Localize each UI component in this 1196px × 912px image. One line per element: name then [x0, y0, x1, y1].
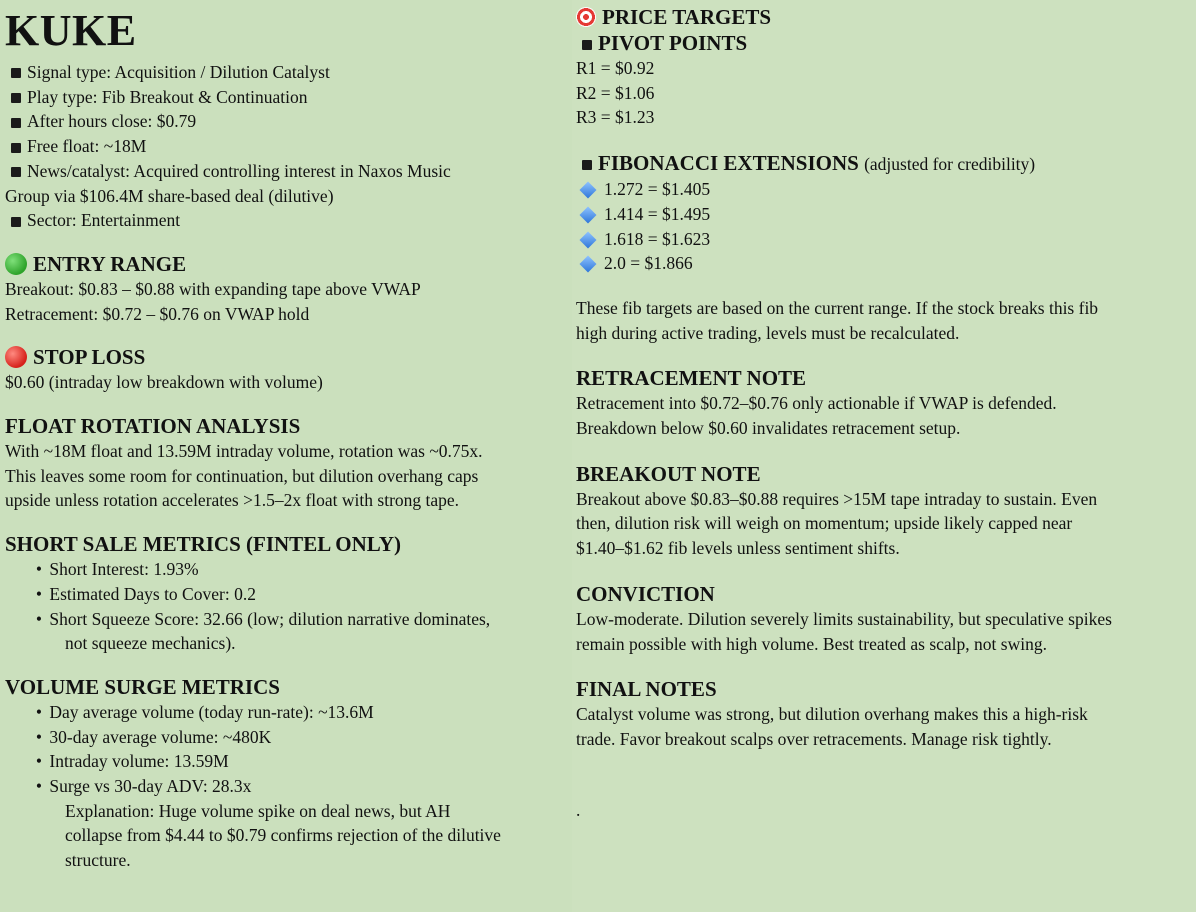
entry-breakout: Breakout: $0.83 – $0.88 with expanding tape above VWAP [5, 278, 421, 299]
breakout-line: Breakout above $0.83–$0.88 requires >15M tape intraday to sustain. Even [576, 488, 1098, 509]
fib-paragraph: high during active trading, levels must be recalculated. [576, 322, 960, 343]
conviction-heading: CONVICTION [576, 581, 715, 606]
volume-explanation: Explanation: Huge volume spike on deal news, but AH [65, 800, 451, 821]
fact-play-type: Play type: Fib Breakout & Continuation [5, 85, 572, 110]
volume-item: • Day average volume (today run-rate): ~13.6M [35, 701, 374, 722]
square-bullet-icon [11, 143, 21, 153]
final-line: trade. Favor breakout scalps over retracements. Manage risk tightly. [576, 728, 1052, 749]
fibonacci-heading: FIBONACCI EXTENSIONS (adjusted for credibility) [576, 150, 1196, 177]
blue-diamond-icon [580, 182, 597, 199]
conviction-line: remain possible with high volume. Best treated as scalp, not swing. [576, 633, 1047, 654]
square-bullet-icon [11, 167, 21, 177]
pivot-r3: R3 = $1.23 [576, 107, 655, 128]
fib-level: 1.414 = $1.495 [576, 202, 1196, 227]
volume-explanation: structure. [65, 850, 131, 871]
volume-surge-heading: VOLUME SURGE METRICS [5, 674, 280, 699]
square-bullet-icon [11, 68, 21, 78]
square-bullet-icon [582, 160, 592, 170]
short-sale-heading: SHORT SALE METRICS (FINTEL ONLY) [5, 532, 402, 557]
conviction-line: Low-moderate. Dilution severely limits sustainability, but speculative spikes [576, 608, 1112, 629]
fib-level: 2.0 = $1.866 [576, 251, 1196, 276]
square-bullet-icon [582, 40, 592, 50]
short-item: • Estimated Days to Cover: 0.2 [35, 583, 256, 604]
fact-free-float: Free float: ~18M [5, 134, 572, 159]
square-bullet-icon [11, 93, 21, 103]
fact-list [5, 60, 572, 233]
stop-loss-value: $0.60 (intraday low breakdown with volume) [5, 372, 323, 393]
final-line: Catalyst volume was strong, but dilution overhang makes this a high-risk [576, 704, 1088, 725]
final-notes-heading: FINAL NOTES [576, 677, 717, 702]
price-targets-heading: PRICE TARGETS [576, 4, 1196, 30]
short-item: • Short Squeeze Score: 32.66 (low; dilution narrative dominates, [35, 608, 491, 629]
retracement-line: Breakdown below $0.60 invalidates retracement setup. [576, 418, 961, 439]
fib-paragraph: These fib targets are based on the current range. If the stock breaks this fib [576, 297, 1099, 318]
left-column [0, 0, 572, 912]
short-item: • Short Interest: 1.93% [35, 559, 199, 580]
blue-diamond-icon [580, 256, 597, 273]
right-column [572, 0, 1196, 912]
ticker-title: KUKE [5, 6, 137, 55]
fact-news: News/catalyst: Acquired controlling interest in Naxos Music [5, 159, 572, 184]
volume-item: • Intraday volume: 13.59M [35, 751, 229, 772]
retracement-note-heading: RETRACEMENT NOTE [576, 366, 807, 391]
float-line: upside unless rotation accelerates >1.5–2x float with strong tape. [5, 490, 460, 511]
fact-signal-type: Signal type: Acquisition / Dilution Catalyst [5, 60, 572, 85]
pivot-points-heading: PIVOT POINTS [576, 30, 1196, 56]
fib-level: 1.272 = $1.405 [576, 177, 1196, 202]
pivot-r2: R2 = $1.06 [576, 82, 655, 103]
breakout-note-heading: BREAKOUT NOTE [576, 461, 761, 486]
bullseye-icon [576, 7, 596, 27]
square-bullet-icon [11, 118, 21, 128]
fibonacci-note: (adjusted for credibility) [864, 154, 1036, 175]
pivot-r1: R1 = $0.92 [576, 58, 655, 78]
stop-loss-heading: STOP LOSS [5, 344, 572, 370]
float-rotation-heading: FLOAT ROTATION ANALYSIS [5, 414, 301, 439]
breakout-line: $1.40–$1.62 fib levels unless sentiment shifts. [576, 538, 900, 559]
volume-explanation: collapse from $4.44 to $0.79 confirms rejection of the dilutive [65, 825, 501, 846]
retracement-line: Retracement into $0.72–$0.76 only actionable if VWAP is defended. [576, 393, 1057, 414]
blue-diamond-icon [580, 206, 597, 223]
blue-diamond-icon [580, 231, 597, 248]
fib-level: 1.618 = $1.623 [576, 227, 1196, 252]
trailing-period: . [576, 799, 581, 820]
red-circle-icon [5, 346, 27, 368]
breakout-line: then, dilution risk will weigh on momentum; upside likely capped near [576, 513, 1073, 534]
entry-range-heading: ENTRY RANGE [5, 251, 572, 277]
float-line: With ~18M float and 13.59M intraday volume, rotation was ~0.75x. [5, 441, 483, 462]
entry-retracement: Retracement: $0.72 – $0.76 on VWAP hold [5, 303, 310, 324]
volume-item: • Surge vs 30-day ADV: 28.3x [35, 776, 252, 797]
green-circle-icon [5, 253, 27, 275]
volume-item: • 30-day average volume: ~480K [35, 726, 272, 747]
float-line: This leaves some room for continuation, but dilution overhang caps [5, 465, 479, 486]
fact-after-hours: After hours close: $0.79 [5, 109, 572, 134]
short-item-cont: not squeeze mechanics). [65, 633, 236, 654]
fact-news-cont: Group via $106.4M share-based deal (dilutive) [5, 185, 334, 206]
fact-sector: Sector: Entertainment [5, 208, 572, 233]
square-bullet-icon [11, 217, 21, 227]
